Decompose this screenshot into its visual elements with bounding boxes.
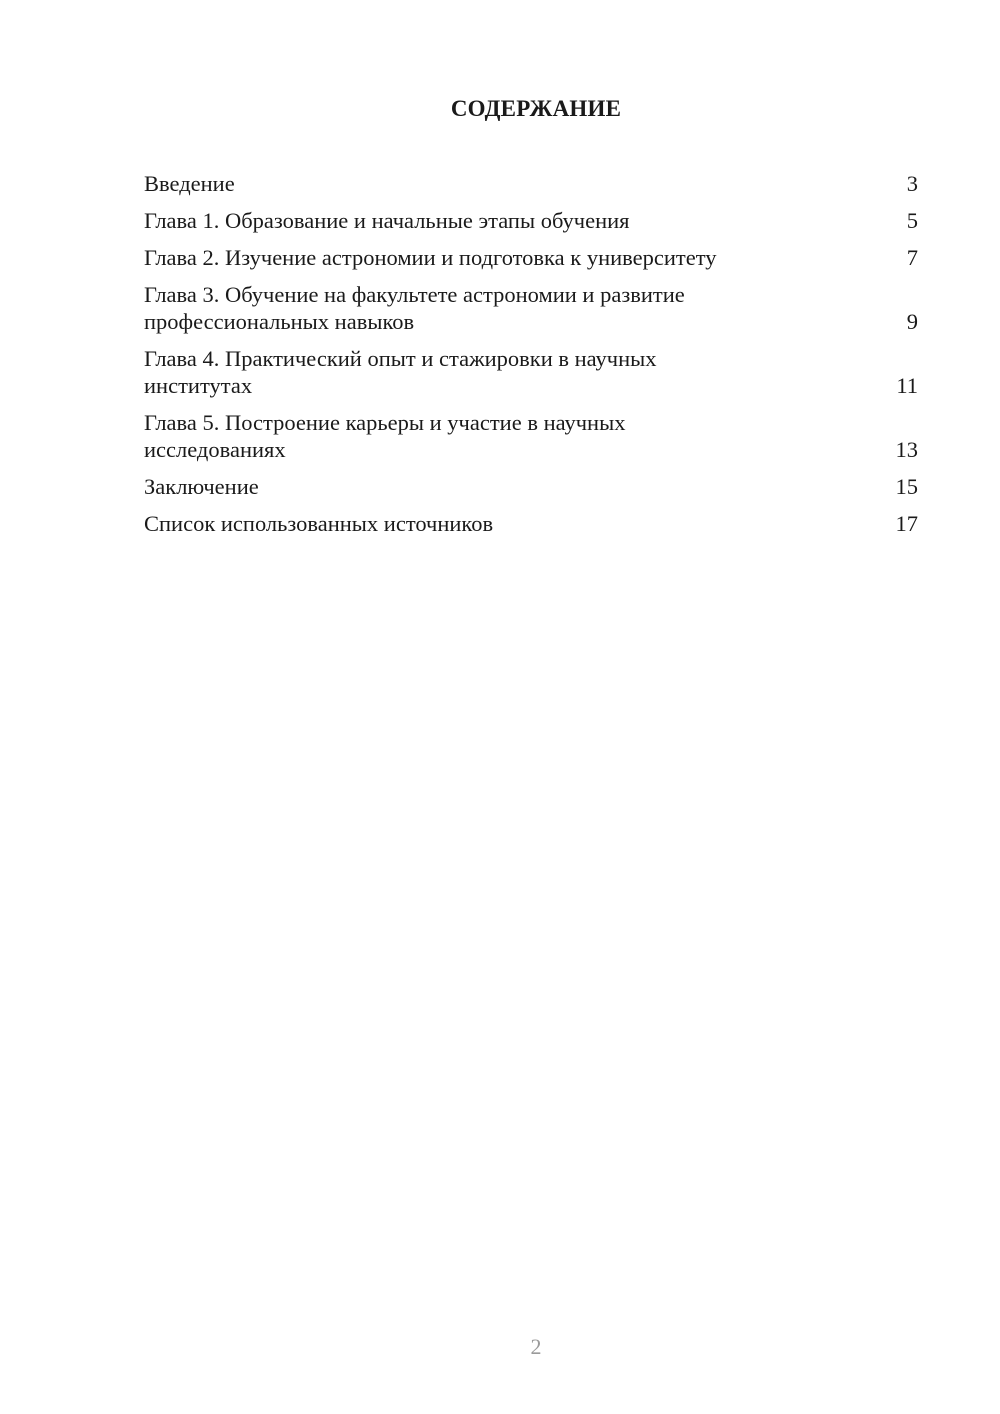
- toc-entry-page: 7: [906, 245, 918, 270]
- page-title: СОДЕРЖАНИЕ: [450, 96, 622, 121]
- toc-entry-page: 3: [906, 171, 918, 196]
- toc-entry-page: 13: [895, 437, 918, 462]
- toc-entry: [144, 345, 918, 399]
- toc-entry-page: 17: [895, 511, 918, 536]
- toc-entry: [144, 510, 918, 537]
- table-of-contents: [144, 170, 918, 547]
- toc-entry-title: Глава 5. Построение карьеры и участие в научных исследованиях: [144, 410, 626, 462]
- toc-entry-page: 5: [906, 208, 918, 233]
- toc-entry-page: 15: [895, 474, 918, 499]
- toc-entry-title: Глава 2. Изучение астрономии и подготовка к университету: [144, 245, 717, 270]
- toc-entry-title: Глава 1. Образование и начальные этапы обучения: [144, 208, 630, 233]
- toc-entry: [144, 281, 918, 335]
- toc-entry-page: 9: [906, 309, 918, 334]
- toc-entry-title: Введение: [144, 171, 235, 196]
- toc-entry: [144, 409, 918, 463]
- toc-entry-title: Глава 4. Практический опыт и стажировки в научных институтах: [144, 346, 657, 398]
- toc-entry-title: Глава 3. Обучение на факультете астрономии и развитие профессиональных навыков: [144, 282, 685, 334]
- toc-entry: [144, 207, 918, 234]
- toc-entry-title: Список использованных источников: [144, 511, 494, 536]
- page-number: 2: [530, 1334, 542, 1359]
- toc-entry-title: Заключение: [144, 474, 259, 499]
- toc-entry-page: 11: [896, 373, 918, 398]
- toc-entry: [144, 244, 918, 271]
- toc-entry: [144, 473, 918, 500]
- toc-entry: [144, 170, 918, 197]
